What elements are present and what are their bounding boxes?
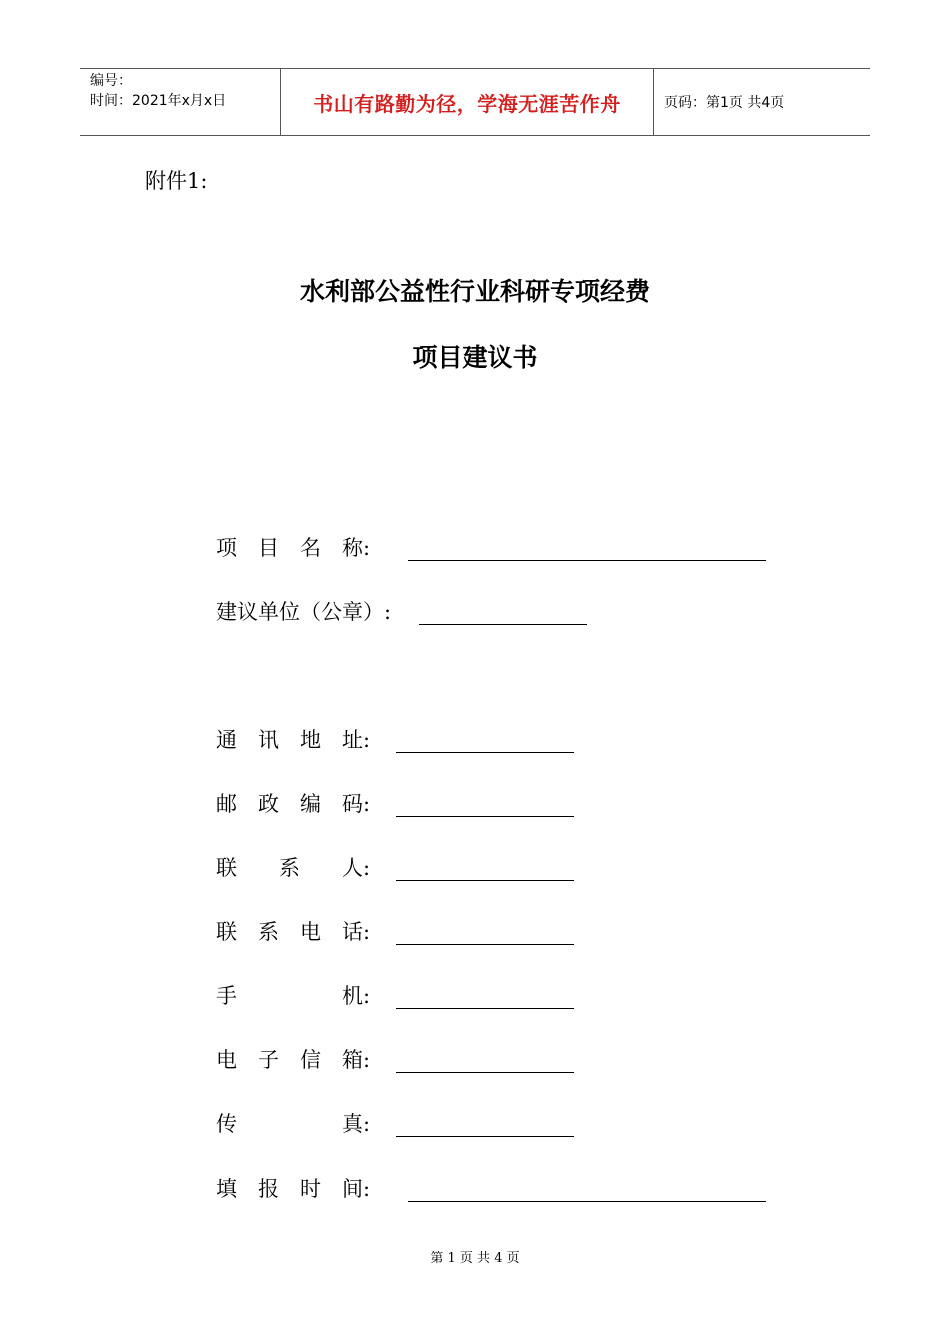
fill-line[interactable]: [408, 560, 766, 561]
field-label: 通 讯 地 址:: [216, 728, 371, 752]
field-label: 建议单位（公章）:: [216, 600, 392, 624]
field-label: 项 目 名 称:: [216, 536, 371, 560]
field-label: 填 报 时 间:: [216, 1177, 371, 1201]
fill-line[interactable]: [396, 752, 574, 753]
header-motto: 书山有路勤为径，学海无涯苦作舟: [281, 69, 654, 135]
field-label: 手 机:: [216, 984, 371, 1008]
date-line: 时间：2021年x月x日: [90, 93, 227, 109]
fill-line[interactable]: [396, 1008, 574, 1009]
header-page-info: 页码：第1页 共4页: [664, 95, 785, 111]
fill-line[interactable]: [419, 624, 587, 625]
field-label: 邮 政 编 码:: [216, 792, 371, 816]
document-title: 水利部公益性行业科研专项经费: [299, 277, 650, 306]
serial-label: 编号：: [90, 73, 132, 89]
fill-line[interactable]: [396, 816, 574, 817]
header-meta: [80, 69, 281, 135]
fill-line[interactable]: [396, 944, 574, 945]
attachment-label: 附件1:: [145, 169, 208, 193]
field-label: 电 子 信 箱:: [216, 1048, 371, 1072]
page-footer: 第 1 页 共 4 页: [430, 1251, 520, 1266]
fill-line[interactable]: [396, 1072, 574, 1073]
document-subtitle: 项目建议书: [412, 343, 538, 372]
fill-line[interactable]: [408, 1201, 766, 1202]
fill-line[interactable]: [396, 880, 574, 881]
field-label: 联 系 电 话:: [216, 920, 371, 944]
field-label: 联 系 人:: [216, 856, 371, 880]
field-label: 传 真:: [216, 1112, 371, 1136]
fill-line[interactable]: [396, 1136, 574, 1137]
page-header: [80, 68, 870, 136]
